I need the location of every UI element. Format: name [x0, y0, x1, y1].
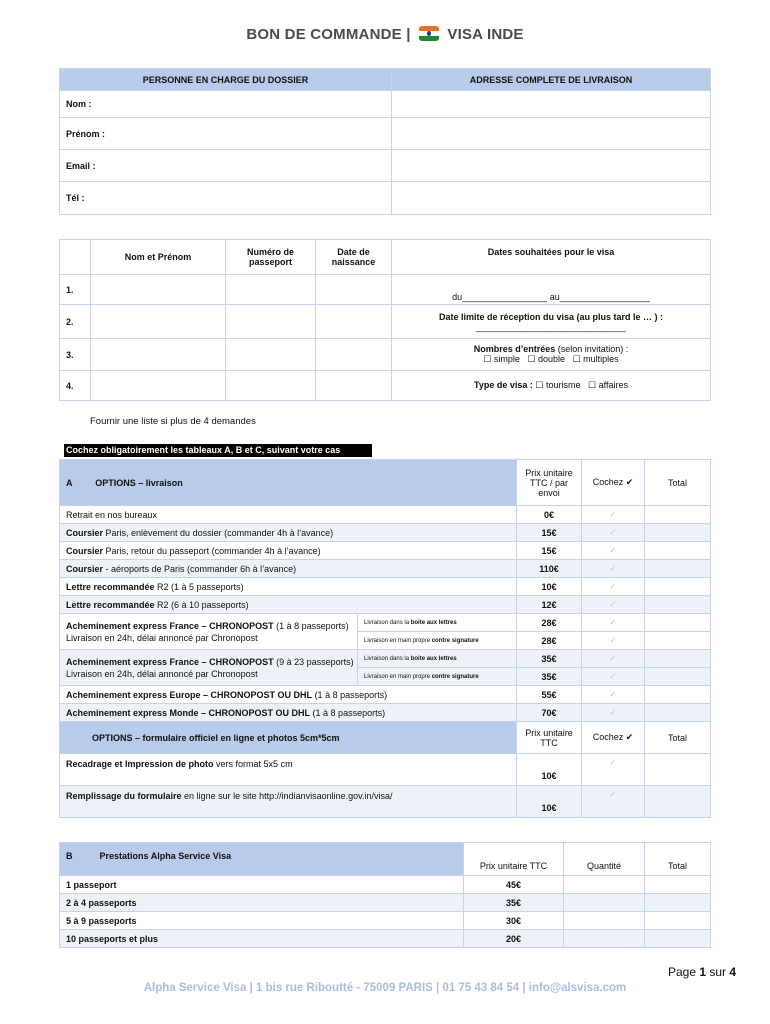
check-mark-icon[interactable]: ✓ [582, 506, 645, 524]
delivery-option-total[interactable] [645, 632, 711, 650]
form-option-price: 10€ [517, 786, 582, 818]
page-footer: Alpha Service Visa | 1 bis rue Riboutté - 75009 PARIS | 01 75 43 84 54 | info@alsvisa.com [143, 982, 627, 994]
table-b-header [60, 843, 464, 876]
entries-label: Nombres d’entrées [473, 344, 556, 354]
field-tel[interactable]: Tél : [60, 182, 392, 215]
entries-note: (selon invitation) : [557, 344, 629, 354]
table-b-title: Prestations Alpha Service Visa [99, 851, 232, 861]
table-a-col-check: Cochez ✔ [582, 460, 645, 506]
entries-simple-checkbox[interactable]: ☐ simple [483, 354, 520, 364]
form-option-total[interactable] [645, 786, 711, 818]
field-prenom[interactable]: Prénom : [60, 118, 392, 150]
entries-double-checkbox[interactable]: ☐ double [527, 354, 566, 364]
delivery-option-total[interactable] [645, 578, 711, 596]
check-mark-icon[interactable]: ✓ [582, 524, 645, 542]
delivery-option-row: Retrait en nos bureaux [60, 506, 517, 524]
table-b-col-price: Prix unitaire TTC [464, 843, 564, 876]
delivery-option-price: 55€ [517, 686, 582, 704]
address-cell[interactable] [392, 118, 711, 150]
delivery-option-total[interactable] [645, 668, 711, 686]
table-a-delivery [59, 459, 711, 818]
delivery-option-total[interactable] [645, 650, 711, 668]
delivery-option-price: 10€ [517, 578, 582, 596]
table-b-col-qty: Quantité [564, 843, 645, 876]
address-cell[interactable] [392, 182, 711, 215]
delivery-option-row: Coursier Paris, retour du passeport (commander 4h à l’avance) [60, 542, 517, 560]
applicants-header-birth: Date de naissance [316, 240, 392, 275]
applicants-table [59, 239, 711, 401]
applicant-passport-cell[interactable] [226, 371, 316, 401]
chronopost-sub-signature: Livraison en main propre contre signature [358, 632, 517, 650]
check-mark-icon[interactable]: ✓ [582, 596, 645, 614]
delivery-option-total[interactable] [645, 506, 711, 524]
india-flag-icon [419, 26, 439, 41]
visa-dates-line[interactable]: du_________________ au__________________ [392, 275, 711, 305]
applicant-row-index: 4. [60, 371, 91, 401]
chronopost-sub-mailbox: Livraison dans la boite aux lettres [358, 650, 517, 668]
service-row-total[interactable] [645, 894, 711, 912]
service-row-qty[interactable] [564, 894, 645, 912]
check-mark-icon[interactable]: ✓ [582, 668, 645, 686]
applicant-row-index: 2. [60, 305, 91, 339]
table-a-title: OPTIONS – livraison [95, 477, 183, 488]
chronopost-france-9-23: Acheminement express France – CHRONOPOST (9 à 23 passeports) Livraison en 24h, délai annoncé par Chronopost [60, 650, 358, 686]
instruction-banner: Cochez obligatoirement les tableaux A, B et C, suivant votre cas [64, 444, 372, 457]
field-nom[interactable]: Nom : [60, 91, 392, 118]
form-options-header: OPTIONS – formulaire officiel en ligne et photos 5cm*5cm [60, 722, 517, 754]
delivery-option-price: 28€ [517, 614, 582, 632]
check-mark-icon[interactable]: ✓ [582, 560, 645, 578]
delivery-option-price: 35€ [517, 668, 582, 686]
form-options-col-check: Cochez ✔ [582, 722, 645, 754]
list-note: Fournir une liste si plus de 4 demandes [90, 416, 256, 427]
check-mark-icon[interactable]: ✓ [582, 650, 645, 668]
delivery-option-price: 70€ [517, 704, 582, 722]
check-mark-icon[interactable]: ✓ [582, 578, 645, 596]
delivery-option-price: 110€ [517, 560, 582, 578]
form-option-photo: Recadrage et Impression de photo vers format 5x5 cm [60, 754, 517, 786]
applicant-passport-cell[interactable] [226, 275, 316, 305]
check-mark-icon[interactable]: ✓ [582, 614, 645, 632]
applicant-name-cell[interactable] [91, 339, 226, 371]
service-row-total[interactable] [645, 876, 711, 894]
delivery-option-row: Coursier Paris, enlèvement du dossier (commander 4h à l’avance) [60, 524, 517, 542]
table-a-letter: A [66, 477, 73, 488]
check-mark-icon[interactable]: ✓ [582, 542, 645, 560]
form-option-price: 10€ [517, 754, 582, 786]
applicants-header-name: Nom et Prénom [91, 240, 226, 275]
delivery-option-price: 28€ [517, 632, 582, 650]
delivery-option-total[interactable] [645, 542, 711, 560]
applicants-header-dates: Dates souhaitées pour le visa [392, 240, 711, 275]
entries-cell [392, 339, 711, 371]
form-option-fill: Remplissage du formulaire en ligne sur le site http://indianvisaonline.gov.in/visa/ [60, 786, 517, 818]
form-options-col-total: Total [645, 722, 711, 754]
service-row-price: 45€ [464, 876, 564, 894]
entries-multiple-checkbox[interactable]: ☐ multiples [572, 354, 619, 364]
applicant-name-cell[interactable] [91, 371, 226, 401]
service-row-price: 35€ [464, 894, 564, 912]
delivery-option-total[interactable] [645, 560, 711, 578]
delivery-option-europe: Acheminement express Europe – CHRONOPOST OU DHL (1 à 8 passeports) [60, 686, 517, 704]
service-row-price: 20€ [464, 930, 564, 948]
chronopost-sub-signature: Livraison en main propre contre signature [358, 668, 517, 686]
delivery-option-price: 12€ [517, 596, 582, 614]
visa-type-label: Type de visa : [474, 380, 533, 390]
applicant-birth-cell[interactable] [316, 339, 392, 371]
applicants-header-index [60, 240, 91, 275]
check-mark-icon[interactable]: ✓ [582, 754, 645, 786]
visa-deadline-label: Date limite de réception du visa (au plus tard le … ) : [438, 311, 664, 322]
address-cell[interactable] [392, 91, 711, 118]
table-b-col-total: Total [645, 843, 711, 876]
delivery-option-row: Lettre recommandée R2 (6 à 10 passeports) [60, 596, 517, 614]
applicant-name-cell[interactable] [91, 275, 226, 305]
table-a-col-price: Prix unitaire TTC / par envoi [517, 460, 582, 506]
applicant-passport-cell[interactable] [226, 305, 316, 339]
table-b-services [59, 842, 711, 948]
service-row-qty[interactable] [564, 876, 645, 894]
visa-type-tourism-checkbox[interactable]: ☐ tourisme [535, 380, 581, 390]
form-options-col-price: Prix unitaire TTC [517, 722, 582, 754]
service-row-label: 10 passeports et plus [60, 930, 464, 948]
service-row-qty[interactable] [564, 930, 645, 948]
field-email[interactable]: Email : [60, 150, 392, 182]
delivery-option-total[interactable] [645, 524, 711, 542]
delivery-option-price: 15€ [517, 524, 582, 542]
check-mark-icon[interactable]: ✓ [582, 686, 645, 704]
service-row-label: 1 passeport [60, 876, 464, 894]
check-mark-icon[interactable]: ✓ [582, 704, 645, 722]
table-a-header [60, 460, 517, 506]
contact-header-address: ADRESSE COMPLETE DE LIVRAISON [392, 69, 711, 91]
service-row-qty[interactable] [564, 912, 645, 930]
service-row-label: 2 à 4 passeports [60, 894, 464, 912]
visa-type-business-checkbox[interactable]: ☐ affaires [588, 380, 628, 390]
form-option-total[interactable] [645, 754, 711, 786]
table-a-col-total: Total [645, 460, 711, 506]
visa-deadline-cell[interactable] [392, 305, 711, 339]
delivery-option-price: 35€ [517, 650, 582, 668]
applicant-birth-cell[interactable] [316, 371, 392, 401]
service-row-price: 30€ [464, 912, 564, 930]
address-cell[interactable] [392, 150, 711, 182]
delivery-option-price: 15€ [517, 542, 582, 560]
delivery-option-monde: Acheminement express Monde – CHRONOPOST OU DHL (1 à 8 passeports) [60, 704, 517, 722]
service-row-label: 5 à 9 passeports [60, 912, 464, 930]
chronopost-sub-mailbox: Livraison dans la boite aux lettres [358, 614, 517, 632]
visa-deadline-line[interactable]: ______________________________ [475, 321, 627, 332]
applicants-header-passport: Numéro de passeport [226, 240, 316, 275]
page-title [0, 26, 770, 43]
check-mark-icon[interactable]: ✓ [582, 632, 645, 650]
title-right: VISA INDE [447, 26, 524, 43]
delivery-option-row: Coursier - aéroports de Paris (commander 6h à l’avance) [60, 560, 517, 578]
delivery-option-total[interactable] [645, 614, 711, 632]
contact-header-person: PERSONNE EN CHARGE DU DOSSIER [60, 69, 392, 91]
applicant-row-index: 1. [60, 275, 91, 305]
delivery-option-price: 0€ [517, 506, 582, 524]
applicant-birth-cell[interactable] [316, 275, 392, 305]
title-left: BON DE COMMANDE | [246, 26, 411, 43]
applicant-passport-cell[interactable] [226, 339, 316, 371]
chronopost-france-1-8: Acheminement express France – CHRONOPOST (1 à 8 passeports) Livraison en 24h, délai annoncé par Chronopost [60, 614, 358, 650]
contact-table [59, 68, 711, 215]
applicant-name-cell[interactable] [91, 305, 226, 339]
check-mark-icon[interactable]: ✓ [582, 786, 645, 818]
delivery-option-total[interactable] [645, 704, 711, 722]
applicant-birth-cell[interactable] [316, 305, 392, 339]
table-b-letter: B [66, 851, 73, 861]
page-number: Page 1 sur 4 [668, 965, 737, 979]
delivery-option-total[interactable] [645, 596, 711, 614]
delivery-option-row: Lettre recommandée R2 (1 à 5 passeports) [60, 578, 517, 596]
applicant-row-index: 3. [60, 339, 91, 371]
service-row-total[interactable] [645, 912, 711, 930]
delivery-option-total[interactable] [645, 686, 711, 704]
visa-type-cell [392, 371, 711, 401]
service-row-total[interactable] [645, 930, 711, 948]
